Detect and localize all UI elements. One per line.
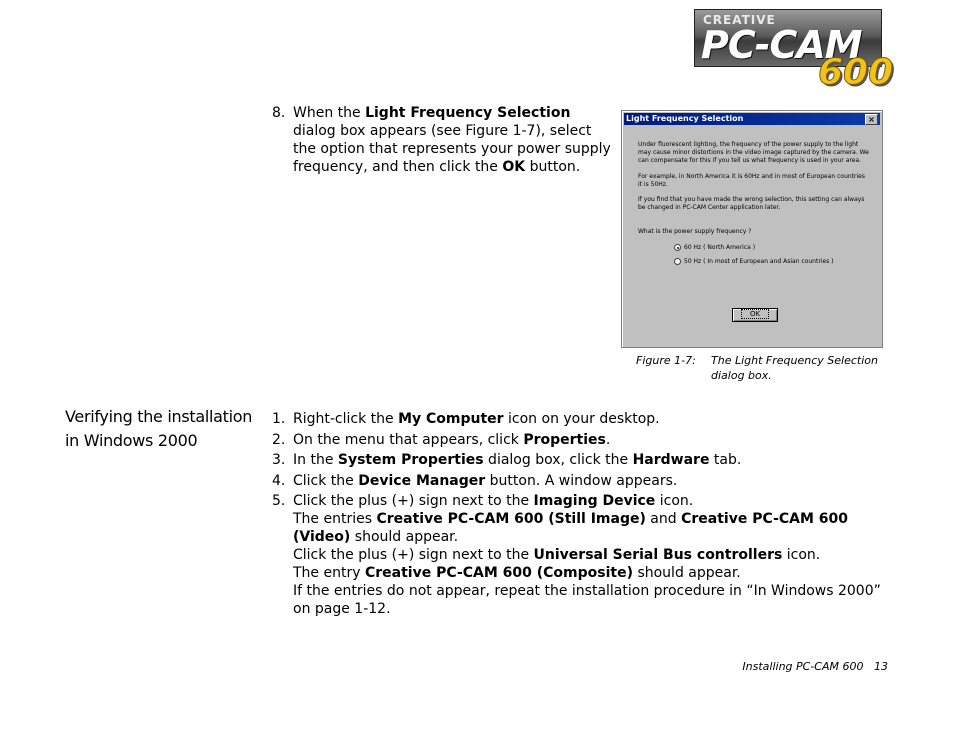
- list-item: [272, 410, 892, 428]
- step-number: 8.: [272, 105, 286, 121]
- dialog-paragraph-2: For example, in North America it is 60Hz and in most of European countries it is 50Hz.: [638, 173, 866, 188]
- section-heading: [65, 405, 260, 453]
- list-item: [272, 431, 892, 449]
- text-run: icon.: [782, 547, 821, 563]
- ok-label: OK: [741, 309, 769, 319]
- step-5-detail-1: [293, 510, 892, 546]
- step-number: 4.: [272, 472, 286, 489]
- step-number: 5.: [272, 493, 286, 509]
- text-run: .: [605, 431, 611, 448]
- logo-brand: CREATIVE: [703, 13, 776, 27]
- radio-60hz[interactable]: [674, 244, 755, 252]
- ok-button[interactable]: [732, 308, 778, 322]
- text-run: Click the plus (+) sign next to the: [293, 493, 534, 509]
- radio-50hz[interactable]: [674, 258, 834, 266]
- logo-model: PC-CAM: [701, 23, 862, 67]
- step-number: 2.: [272, 431, 286, 448]
- radio-selected-icon: [674, 244, 681, 251]
- dialog-paragraph-1: Under fluorescent lighting, the frequency of the power supply to the light may cause minor distortions in the video image captured by the camera. We can compensate for this if you tell us what frequency is used in your area.: [638, 141, 869, 164]
- text-run: tab.: [709, 452, 742, 468]
- footer-title: Installing PC-CAM 600: [742, 660, 864, 673]
- bold-run: Light Frequency Selection: [365, 105, 571, 121]
- bold-run: Properties: [523, 431, 606, 448]
- list-item: [272, 472, 892, 490]
- bold-run: Universal Serial Bus controllers: [533, 547, 783, 563]
- bold-run: Hardware: [632, 452, 710, 468]
- text-run: icon on your desktop.: [503, 411, 660, 427]
- bold-run: Creative PC-CAM 600 (Video): [293, 511, 849, 545]
- bold-run: Creative PC-CAM 600 (Still Image): [376, 511, 646, 527]
- figure-caption-line1: The Light Frequency Selection: [711, 354, 878, 367]
- text-run: Click the plus (+) sign next to the: [293, 547, 534, 563]
- page-footer: [720, 659, 888, 674]
- text-run: should appear.: [350, 529, 459, 545]
- text-run: Click the: [293, 472, 359, 489]
- text-run: button.: [525, 159, 581, 175]
- step-number: 1.: [272, 411, 286, 427]
- text-run: The entry: [293, 565, 365, 581]
- text-run: The entries: [293, 511, 377, 527]
- text-run: button. A window appears.: [485, 472, 678, 489]
- logo-number: 600: [818, 52, 894, 93]
- step-5-detail-4: If the entries do not appear, repeat the installation procedure in “In Windows 2000” on page 1-12.: [293, 583, 881, 617]
- text-run: dialog box appears (see Figure 1-7), select the option that represents your power supply frequency, and then click the: [293, 123, 611, 175]
- step-text: [293, 104, 613, 176]
- text-run: should appear.: [633, 565, 741, 581]
- heading-line: in Windows 2000: [65, 431, 198, 450]
- text-run: and: [645, 511, 682, 527]
- step-5-detail-3: [293, 564, 892, 582]
- text-run: dialog box, click the: [483, 452, 633, 468]
- text-run: In the: [293, 452, 338, 468]
- text-run: On the menu that appears, click: [293, 431, 524, 448]
- figure-label: Figure 1-7:: [636, 354, 696, 367]
- dialog-paragraph-3: If you find that you have made the wrong selection, this setting can always be changed in PC-CAM Center application later.: [638, 196, 865, 211]
- text-run: Right-click the: [293, 411, 399, 427]
- figure-caption-line2: dialog box.: [711, 369, 772, 382]
- close-icon[interactable]: ×: [865, 114, 878, 125]
- dialog-title: Light Frequency Selection: [626, 114, 744, 123]
- step-5-detail-2: [293, 546, 892, 564]
- light-frequency-dialog: [621, 110, 883, 348]
- list-item: [272, 451, 892, 469]
- bold-run: Device Manager: [358, 472, 486, 489]
- heading-line: Verifying the installation: [65, 407, 253, 426]
- list-item: [272, 492, 892, 618]
- page-number: 13: [874, 660, 888, 673]
- bold-run: Creative PC-CAM 600 (Composite): [364, 565, 633, 581]
- step-number: 3.: [272, 452, 286, 468]
- text-run: When the: [293, 105, 366, 121]
- radio-label: 50 Hz ( In most of European and Asian countries ): [684, 258, 834, 265]
- bold-run: OK: [502, 159, 526, 175]
- bold-run: System Properties: [337, 452, 484, 468]
- dialog-title-bar: [624, 113, 880, 125]
- dialog-question: What is the power supply frequency ?: [638, 228, 752, 235]
- bold-run: My Computer: [398, 411, 504, 427]
- radio-label: 60 Hz ( North America ): [684, 244, 756, 251]
- creative-pc-cam-logo: [694, 9, 894, 97]
- radio-unselected-icon: [674, 258, 681, 265]
- steps-list: [272, 410, 892, 621]
- text-run: icon.: [655, 493, 694, 509]
- bold-run: Imaging Device: [533, 493, 656, 509]
